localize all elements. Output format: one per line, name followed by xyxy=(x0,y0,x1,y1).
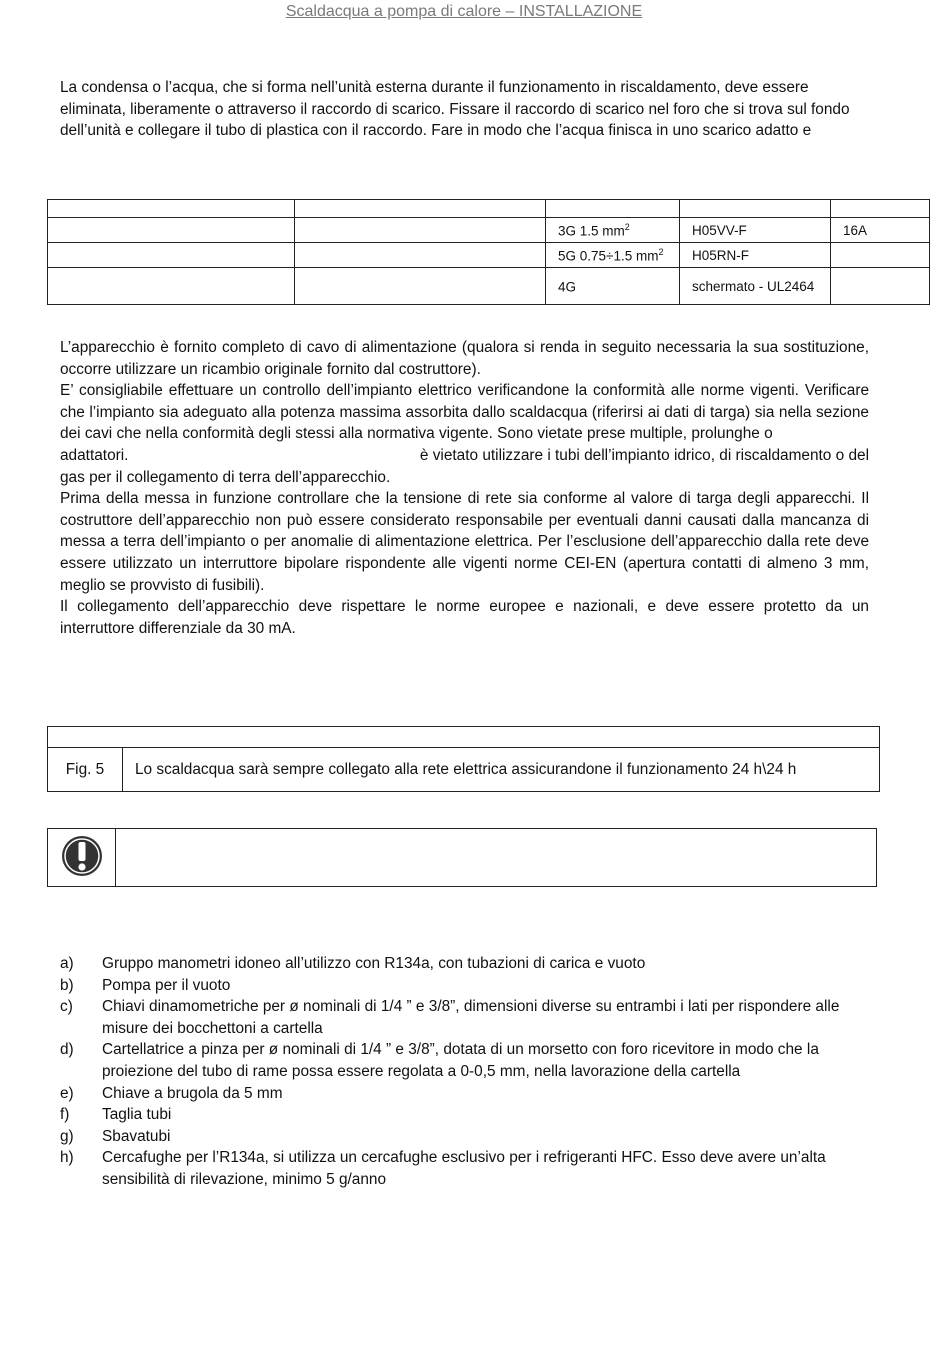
warning-text-cell xyxy=(116,829,876,886)
table-cell xyxy=(680,200,831,218)
list-item xyxy=(60,1083,860,1105)
text-fragment: è vietato utilizzare i tubi dell’impianto idrico, di riscaldamento o del xyxy=(419,446,869,464)
page-header: Scaldacqua a pompa di calore – INSTALLAZIONE xyxy=(285,3,643,20)
cable-type-cell: H05VV-F xyxy=(680,218,831,243)
fuse-cell xyxy=(831,268,930,305)
list-item-text: Gruppo manometri idoneo all’utilizzo con R134a, con tubazioni di carica e vuoto xyxy=(102,955,646,972)
list-item xyxy=(60,996,860,1039)
fuse-cell xyxy=(831,243,930,268)
list-item xyxy=(60,953,860,975)
list-marker: c) xyxy=(60,998,73,1016)
table-cell xyxy=(831,200,930,218)
figure-label: Fig. 5 xyxy=(48,748,123,792)
list-marker: h) xyxy=(60,1149,74,1167)
list-marker: e) xyxy=(60,1084,74,1102)
list-item-text: Taglia tubi xyxy=(102,1106,172,1124)
table-cell xyxy=(295,200,546,218)
tools-list xyxy=(60,953,860,1191)
table-row xyxy=(48,748,880,792)
table-cell xyxy=(48,218,295,243)
list-item-text: Cartellatrice a pinza per ø nominali di 1/4 ” e 3/8”, dotata di un morsetto con foro ricevitore in modo che la proiezione del tubo di rame possa essere regolata a 0-0,5 mm, nella lavorazione della cartella xyxy=(102,1041,819,1080)
table-row xyxy=(48,218,930,243)
table-cell xyxy=(48,727,880,748)
list-item xyxy=(60,1126,860,1148)
figure-caption-table xyxy=(47,726,880,792)
list-item-text: Pompa per il vuoto xyxy=(102,976,231,994)
table-row xyxy=(48,268,930,305)
exclamation-icon xyxy=(60,834,104,878)
table-header-row xyxy=(48,200,930,218)
cable-section-cell: 4G xyxy=(546,268,680,305)
text-fragment: adattatori. xyxy=(60,446,129,464)
paragraph: Prima della messa in funzione controllare che la tensione di rete sia conforme al valore di targa degli apparecchi. Il costruttore dell’apparecchio non può essere considerato responsabile per eventuali danni causati dalla mancanza di messa a terra dell’impianto o per anomalie di alimentazione elettrica. Per l’esclusione dell’apparecchio dalla rete deve essere utilizzato un interruttore bipolare rispondente alle vigenti norme CEI-EN (apertura contatti di almeno 3 mm, meglio se provvisto di fusibili). xyxy=(60,490,869,594)
list-marker: b) xyxy=(60,976,74,994)
cable-section-cell: 5G 0.75÷1.5 $mm^2$ xyxy=(546,243,680,268)
table-cell xyxy=(295,218,546,243)
list-item-text: Sbavatubi xyxy=(102,1127,171,1145)
list-marker: g) xyxy=(60,1127,74,1145)
fuse-cell: 16A xyxy=(831,218,930,243)
list-item xyxy=(60,1104,860,1126)
list-marker: a) xyxy=(60,955,74,972)
paragraph: L’apparecchio è fornito completo di cavo di alimentazione (qualora si renda in seguito necessaria la sua sostituzione, occorre utilizzare un ricambio originale fornito dal costruttore). xyxy=(60,339,869,378)
table-cell xyxy=(546,200,680,218)
table-cell xyxy=(48,200,295,218)
table-cell xyxy=(295,243,546,268)
cable-section-cell: 3G 1.5 $mm^2$ xyxy=(546,218,680,243)
paragraph-line xyxy=(60,445,869,467)
figure-caption: Lo scaldacqua sarà sempre collegato alla rete elettrica assicurandone il funzionamento 24 h\24 h xyxy=(123,748,880,792)
list-item xyxy=(60,1147,860,1190)
electrical-connection-text xyxy=(60,337,869,639)
paragraph: E’ consigliabile effettuare un controllo dell’impianto elettrico verificandone la conformità alle norme vigenti. Verificare che l’impianto sia adeguato alla potenza massima assorbita dallo scaldacqua (riferirsi ai dati di targa) sia nella sezione dei cavi che nella conformità degli stessi alla normativa vigente. Sono vietate prese multiple, prolunghe o xyxy=(60,382,869,443)
paragraph: Il collegamento dell’apparecchio deve rispettare le norme europee e nazionali, e deve essere protetto da un interruttore differenziale da 30 mA. xyxy=(60,598,869,637)
warning-icon-cell xyxy=(48,829,116,886)
list-item-text: Chiavi dinamometriche per ø nominali di 1/4 ” e 3/8”, dimensioni diverse su entrambi i lati per rispondere alle misure dei bocchettoni a cartella xyxy=(102,998,840,1037)
list-item xyxy=(60,975,860,997)
condensate-paragraph: La condensa o l’acqua, che si forma nell’unità esterna durante il funzionamento in riscaldamento, deve essere eliminata, liberamente o attraverso il raccordo di scarico. Fissare il raccordo di scarico nel foro che si trova sul fondo dell’unità e collegare il tubo di plastica con il raccordo. Fare in modo che l’acqua finisca in uno scarico adatto e xyxy=(60,79,850,140)
cable-type-cell: schermato - UL2464 xyxy=(680,268,831,305)
table-header-row xyxy=(48,727,880,748)
warning-box xyxy=(47,828,877,887)
table-cell xyxy=(48,243,295,268)
table-cell xyxy=(48,268,295,305)
table-row xyxy=(48,243,930,268)
list-item-text: Cercafughe per l’R134a, si utilizza un cercafughe esclusivo per i refrigeranti HFC. Esso deve avere un’alta sensibilità di rilevazione, minimo 5 g/anno xyxy=(102,1149,826,1188)
table-cell xyxy=(295,268,546,305)
list-marker: f) xyxy=(60,1106,70,1124)
paragraph: gas per il collegamento di terra dell’apparecchio. xyxy=(60,468,391,486)
list-marker: d) xyxy=(60,1041,74,1059)
cable-type-cell: H05RN-F xyxy=(680,243,831,268)
list-item xyxy=(60,1039,860,1082)
cable-table xyxy=(47,199,930,305)
list-item-text: Chiave a brugola da 5 mm xyxy=(102,1084,283,1102)
